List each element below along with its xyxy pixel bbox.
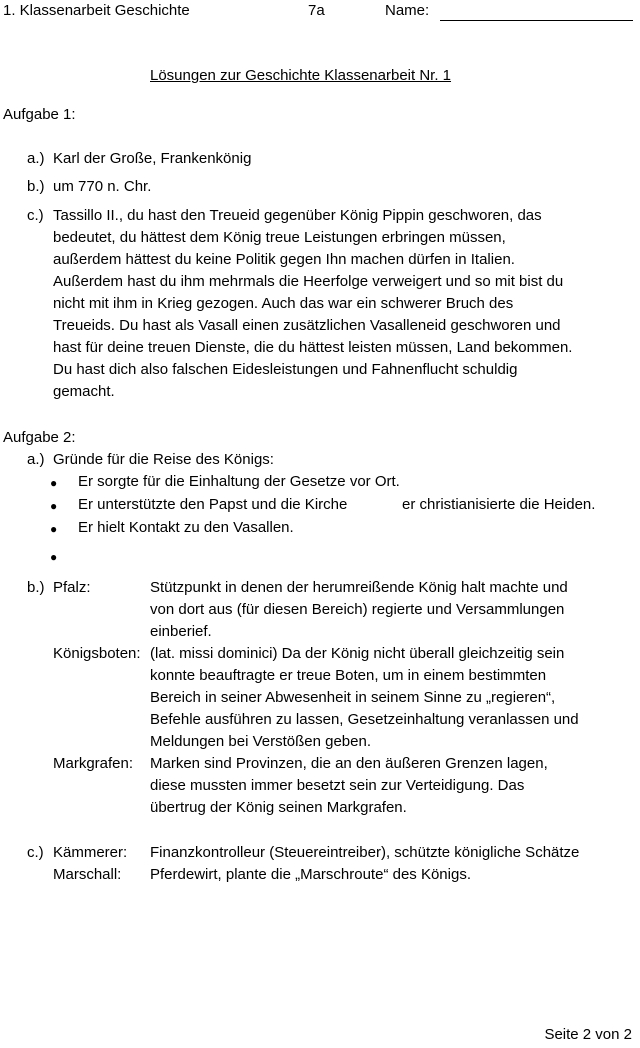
term-koenigsboten: Königsboten:	[53, 645, 141, 662]
definition-line: (lat. missi dominici) Da der König nicht überall gleichzeitig sein	[150, 645, 565, 662]
aufgabe1-a-label: a.)	[27, 150, 45, 167]
paragraph-line: nicht mit ihm in Krieg gezogen. Auch das war ein schwerer Bruch des	[53, 295, 514, 312]
bullet-icon: ●	[50, 499, 58, 513]
bullet-item: Er sorgte für die Einhaltung der Gesetze vor Ort.	[78, 473, 400, 490]
definition-line: diese mussten immer besetzt sein zur Verteidigung. Das	[150, 777, 525, 794]
definition-line: von dort aus (für diesen Bereich) regierte und Versammlungen	[150, 601, 565, 618]
aufgabe2-a-text: Gründe für die Reise des Königs:	[53, 451, 274, 468]
paragraph-line: hast für deine treuen Dienste, die du hättest leisten müssen, Land bekommen.	[53, 339, 573, 356]
paragraph-line: bedeutet, du hättest dem König treue Leistungen erbringen müssen,	[53, 229, 506, 246]
aufgabe1-heading: Aufgabe 1:	[3, 106, 76, 123]
definition-line: Marken sind Provinzen, die an den äußeren Grenzen lagen,	[150, 755, 548, 772]
paragraph-line: außerdem hättest du keine Politik gegen Ihn machen dürfen in Italien.	[53, 251, 515, 268]
definition-pfalz	[150, 577, 568, 643]
bullet-item-extra: er christianisierte die Heiden.	[402, 496, 596, 513]
doc-title: Lösungen zur Geschichte Klassenarbeit Nr. 1	[150, 67, 452, 84]
definition-line: Meldungen bei Verstößen geben.	[150, 733, 371, 750]
aufgabe2-heading: Aufgabe 2:	[3, 429, 76, 446]
definition-line: Bereich in seiner Abwesenheit in seinem Sinne zu „regieren“,	[150, 689, 556, 706]
paragraph-line: Tassillo II., du hast den Treueid gegenüber König Pippin geschworen, das	[53, 207, 542, 224]
term-markgrafen: Markgrafen:	[53, 755, 134, 772]
bullet-icon: ●	[50, 476, 58, 490]
bullet-icon: ●	[50, 522, 58, 536]
name-line	[440, 20, 633, 21]
header-class: 7a	[308, 2, 325, 19]
paragraph-line: Außerdem hast du ihm mehrmals die Heerfolge verweigert und so mit bist du	[53, 273, 564, 290]
definition-line: Stützpunkt in denen der herumreißende König halt machte und	[150, 579, 568, 596]
aufgabe1-c-paragraph	[53, 205, 572, 403]
bullet-item: Er hielt Kontakt zu den Vasallen.	[78, 519, 294, 536]
definition-markgrafen	[150, 753, 548, 819]
definition-line: einberief.	[150, 623, 212, 640]
aufgabe1-b-text: um 770 n. Chr.	[53, 178, 152, 195]
definition-line: übertrug der König seinen Markgrafen.	[150, 799, 407, 816]
aufgabe2-b-label: b.)	[27, 579, 45, 596]
definition-koenigsboten	[150, 643, 579, 753]
definition-line: konnte beauftragte er treue Boten, um in einem bestimmten	[150, 667, 547, 684]
definition-kaemmerer: Finanzkontrolleur (Steuereintreiber), schützte königliche Schätze	[150, 844, 580, 861]
header-title: 1. Klassenarbeit Geschichte	[3, 2, 190, 19]
aufgabe1-b-label: b.)	[27, 178, 45, 195]
paragraph-line: Du hast dich also falschen Eidesleistungen und Fahnenflucht schuldig	[53, 361, 518, 378]
aufgabe1-a-text: Karl der Große, Frankenkönig	[53, 150, 252, 167]
header-name-label: Name:	[385, 2, 430, 19]
paragraph-line: gemacht.	[53, 383, 115, 400]
term-marschall: Marschall:	[53, 866, 122, 883]
paragraph-line: Treueids. Du hast als Vasall einen zusätzlichen Vasalleneid geschworen und	[53, 317, 561, 334]
aufgabe1-c-label: c.)	[27, 207, 44, 224]
bullet-item: Er unterstützte den Papst und die Kirche	[78, 496, 348, 513]
bullet-icon: ●	[50, 550, 58, 564]
page-number: Seite 2 von 2	[544, 1026, 632, 1043]
definition-marschall: Pferdewirt, plante die „Marschroute“ des Königs.	[150, 866, 471, 883]
term-pfalz: Pfalz:	[53, 579, 91, 596]
aufgabe2-a-label: a.)	[27, 451, 45, 468]
definition-line: Befehle ausführen zu lassen, Gesetzeinhaltung veranlassen und	[150, 711, 579, 728]
term-kaemmerer: Kämmerer:	[53, 844, 128, 861]
aufgabe2-c-label: c.)	[27, 844, 44, 861]
